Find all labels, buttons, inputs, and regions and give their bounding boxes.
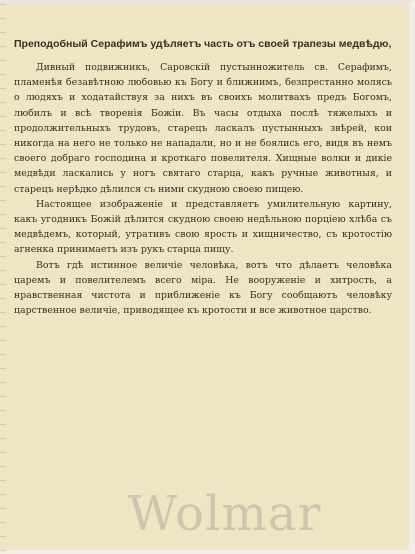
- page-edge-ruler: [0, 4, 6, 554]
- watermark-logo: Wolmar: [128, 486, 322, 542]
- document-title: Преподобный Серафимъ удѣляетъ часть отъ своей трапезы медвѣдю,: [14, 38, 392, 50]
- document-body: [14, 38, 392, 318]
- paragraph-1: Дивный подвижникъ, Саровскій пустынножитель св. Серафимъ, пламенѣя безавѣтною любовью къ Богу и ближнимъ, безпрестанно молясь о людяхъ и ходатайствуя за нихъ въ своихъ молитвахъ предъ Богомъ, любилъ и всѣ творенія Божіи. Въ часы отдыха послѣ тяжелыхъ и продолжительныхъ трудовъ, старецъ ласкалъ пустынныхъ звѣрей, кои никогда на него не только не нападали, но и не боялись его, видя въ немъ своего добраго господина и кроткаго повелителя. Хищные волки и дикіе медвѣди ласкались у ногъ святаго старца, какъ ручные животныя, и старецъ нерѣдко дѣлился съ ними скудною своею пищею.: [14, 62, 392, 195]
- paragraph-2: Настоящее изображеніе и представляетъ умилительную картину, какъ угодникъ Божій дѣлится скудною своею недѣльною порціею хлѣба съ медвѣдемъ, который, утративъ свою ярость и хищничество, съ кротостію агненка принимаетъ изъ рукъ старца пищу.: [14, 198, 392, 256]
- paragraph-3: Вотъ гдѣ истинное величіе человѣка, вотъ что дѣлаетъ человѣка царемъ и повелителемъ всего міра. Не вооруженіе и хитрость, а нравственная чистота и приближеніе къ Богу сообщаютъ человѣку царственное величіе, приводящее къ кротости и все животное царство.: [14, 259, 392, 317]
